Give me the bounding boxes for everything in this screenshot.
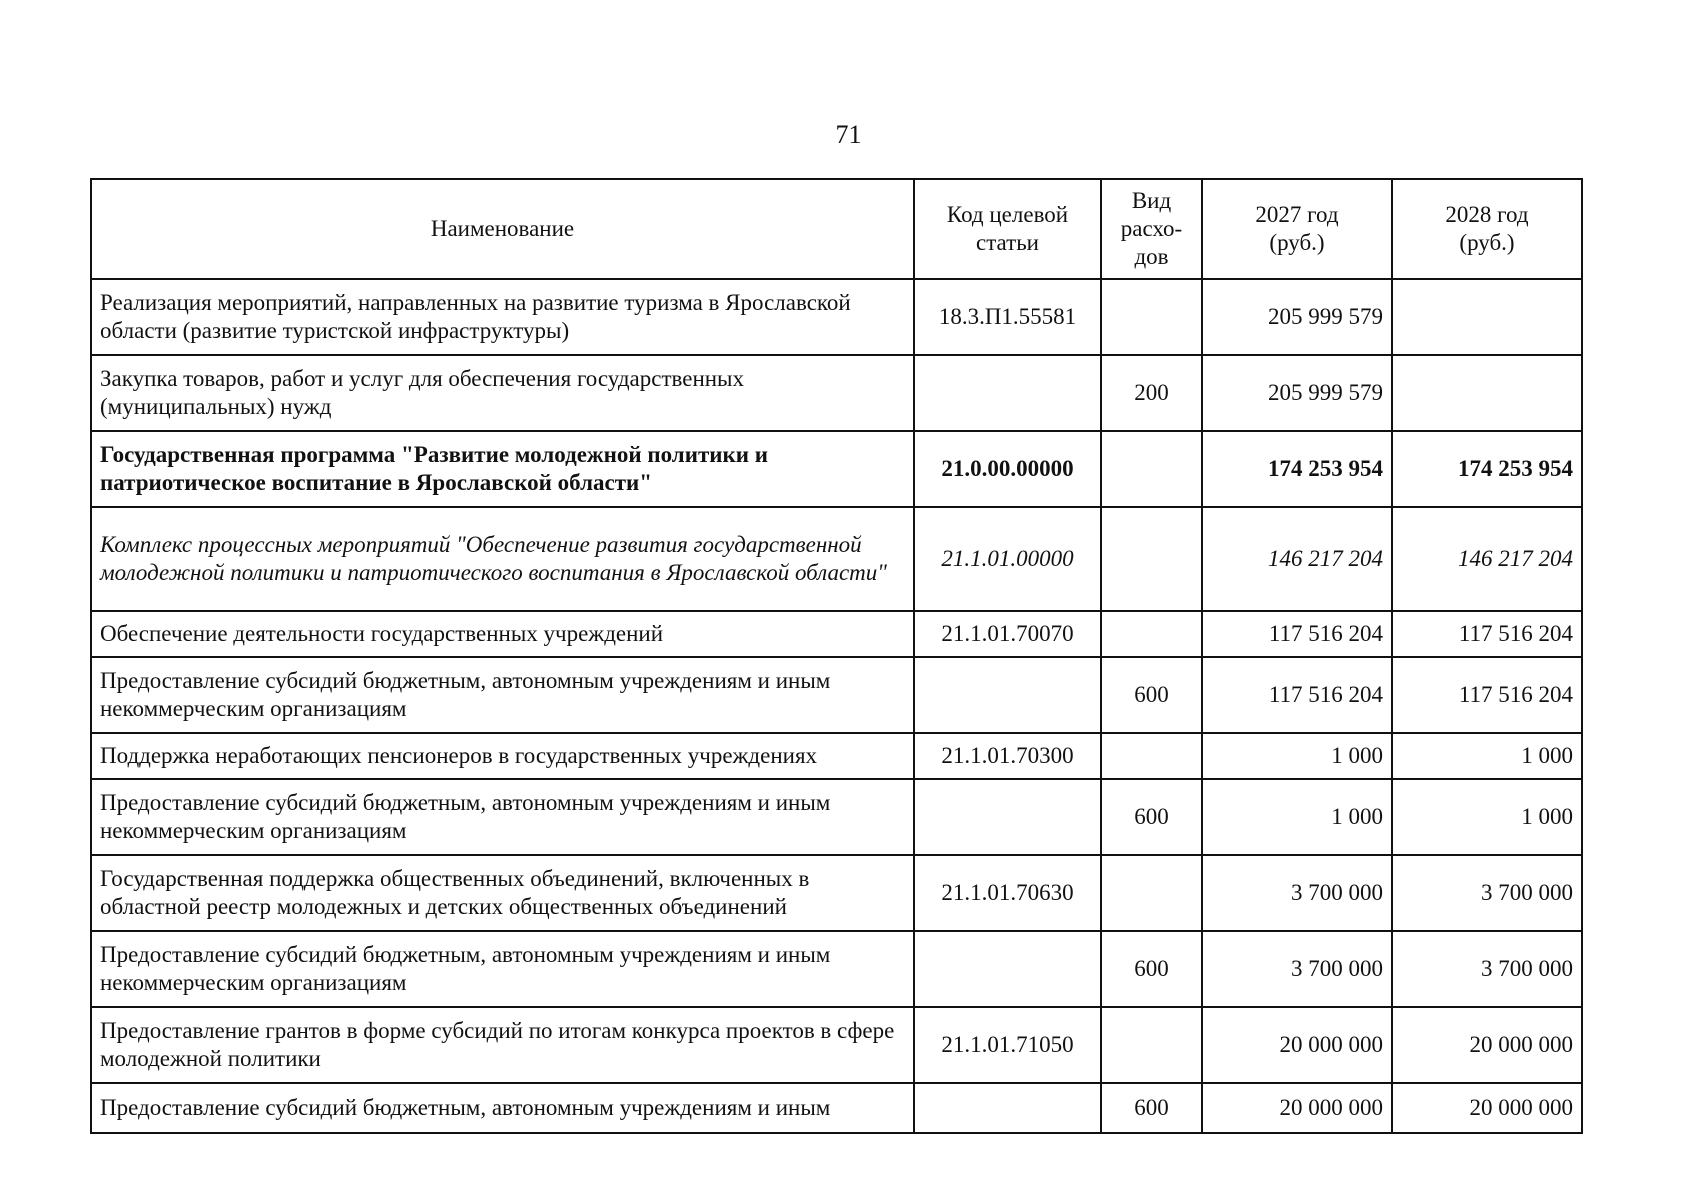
cell-code [914,657,1101,733]
cell-expense-kind [1101,507,1202,611]
table-row [91,279,1582,355]
cell-amount-2027: 20 000 000 [1202,1083,1392,1133]
header-name: Наименование [91,179,914,279]
cell-expense-kind: 200 [1101,355,1202,431]
cell-expense-kind: 600 [1101,657,1202,733]
cell-amount-2028: 117 516 204 [1392,657,1582,733]
cell-name: Предоставление субсидий бюджетным, автономным учреждениям и иным [91,1083,914,1133]
cell-name: Реализация мероприятий, направленных на развитие туризма в Ярославской области (развитие туристской инфраструктуры) [91,279,914,355]
cell-amount-2028: 1 000 [1392,779,1582,855]
cell-code: 21.1.01.71050 [914,1007,1101,1083]
cell-code: 21.1.01.70630 [914,855,1101,931]
budget-table [90,178,1583,1134]
cell-amount-2028: 3 700 000 [1392,931,1582,1007]
cell-expense-kind: 600 [1101,931,1202,1007]
header-2027: 2027 год (руб.) [1202,179,1392,279]
cell-name: Предоставление субсидий бюджетным, автономным учреждениям и иным некоммерческим организациям [91,657,914,733]
cell-code: 21.0.00.00000 [914,431,1101,507]
table-row [91,931,1582,1007]
cell-amount-2028: 3 700 000 [1392,855,1582,931]
cell-amount-2028: 1 000 [1392,733,1582,779]
cell-expense-kind [1101,733,1202,779]
cell-amount-2027: 20 000 000 [1202,1007,1392,1083]
table-row [91,1007,1582,1083]
header-2028: 2028 год (руб.) [1392,179,1582,279]
table-row [91,779,1582,855]
table-row [91,1083,1582,1133]
table-row [91,507,1582,611]
cell-code [914,931,1101,1007]
header-expense-kind: Вид расхо- дов [1101,179,1202,279]
cell-amount-2027: 117 516 204 [1202,657,1392,733]
cell-amount-2028: 20 000 000 [1392,1007,1582,1083]
cell-code: 21.1.01.00000 [914,507,1101,611]
cell-amount-2028: 146 217 204 [1392,507,1582,611]
cell-code: 21.1.01.70070 [914,611,1101,657]
cell-name: Предоставление грантов в форме субсидий по итогам конкурса проектов в сфере молодежной политики [91,1007,914,1083]
cell-code: 18.3.П1.55581 [914,279,1101,355]
cell-amount-2028: 117 516 204 [1392,611,1582,657]
cell-name: Предоставление субсидий бюджетным, автономным учреждениям и иным некоммерческим организациям [91,931,914,1007]
cell-name: Предоставление субсидий бюджетным, автономным учреждениям и иным некоммерческим организациям [91,779,914,855]
cell-expense-kind [1101,611,1202,657]
cell-amount-2028 [1392,279,1582,355]
cell-expense-kind: 600 [1101,779,1202,855]
cell-expense-kind [1101,431,1202,507]
cell-code [914,355,1101,431]
cell-expense-kind [1101,279,1202,355]
table-header-row [91,179,1582,279]
cell-expense-kind [1101,1007,1202,1083]
table-row [91,855,1582,931]
table-body [91,279,1582,1133]
table-row [91,355,1582,431]
cell-amount-2027: 146 217 204 [1202,507,1392,611]
cell-code: 21.1.01.70300 [914,733,1101,779]
cell-amount-2027: 3 700 000 [1202,931,1392,1007]
cell-name: Государственная поддержка общественных объединений, включенных в областной реестр молодежных и детских общественных объединений [91,855,914,931]
cell-code [914,779,1101,855]
cell-amount-2027: 174 253 954 [1202,431,1392,507]
cell-amount-2027: 3 700 000 [1202,855,1392,931]
cell-expense-kind [1101,855,1202,931]
cell-name: Закупка товаров, работ и услуг для обеспечения государственных (муниципальных) нужд [91,355,914,431]
cell-expense-kind: 600 [1101,1083,1202,1133]
cell-name: Государственная программа "Развитие молодежной политики и патриотическое воспитание в Ярославской области" [91,431,914,507]
header-code: Код целевой статьи [914,179,1101,279]
cell-amount-2028: 174 253 954 [1392,431,1582,507]
cell-amount-2027: 117 516 204 [1202,611,1392,657]
cell-amount-2028: 20 000 000 [1392,1083,1582,1133]
cell-amount-2028 [1392,355,1582,431]
table-row [91,431,1582,507]
table-row [91,611,1582,657]
cell-name: Поддержка неработающих пенсионеров в государственных учреждениях [91,733,914,779]
page-number: 71 [835,120,862,149]
cell-amount-2027: 1 000 [1202,779,1392,855]
table-row [91,733,1582,779]
cell-name: Комплекс процессных мероприятий "Обеспечение развития государственной молодежной политики и патриотического воспитания в Ярославской области" [91,507,914,611]
cell-code [914,1083,1101,1133]
cell-amount-2027: 205 999 579 [1202,279,1392,355]
cell-amount-2027: 1 000 [1202,733,1392,779]
cell-name: Обеспечение деятельности государственных учреждений [91,611,914,657]
cell-amount-2027: 205 999 579 [1202,355,1392,431]
table-row [91,657,1582,733]
